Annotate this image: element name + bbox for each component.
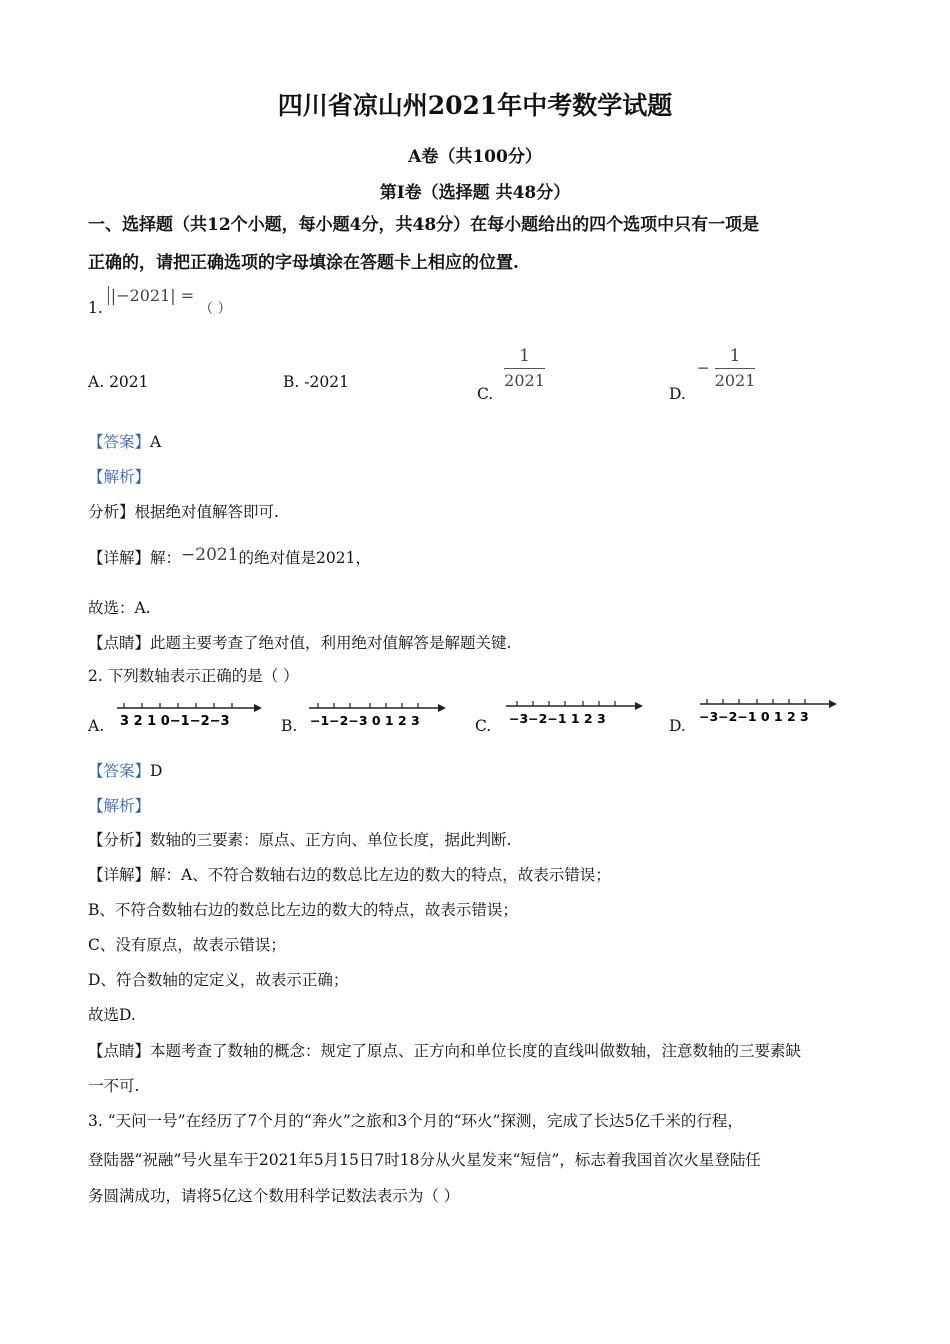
q1-number: 1. [88,299,103,317]
section-heading-line1: 一、选择题（共12个小题，每小题4分，共48分）在每小题给出的四个选项中只有一项是 [88,215,760,235]
q1-option-b: B. -2021 [283,373,349,391]
volume-a-heading: A卷（共100分） [408,147,542,167]
q1-analysis-tag: 【解析】 [88,468,151,486]
number-line-a [112,700,262,730]
number-line-a-labels: 3 2 1 0−1−2−3 [120,714,230,729]
q2-detail-line2: B、不符合数轴右边的数总比左边的数大的特点，故表示错误； [88,901,518,919]
number-line-c-labels: −3−2−1 1 2 3 [509,711,606,726]
section-heading-line2: 正确的，请把正确选项的字母填涂在答题卡上相应的位置. [88,253,519,273]
fraction-c: $\frac{1}{2021}$ [504,346,545,390]
q2-detail-line3: C、没有原点，故表示错误； [88,936,286,954]
q2-stem: 2. 下列数轴表示正确的是（ ） [88,667,299,685]
q2-detail-line4: D、符合数轴的定定义，故表示正确； [88,971,349,989]
number-line-b [306,700,446,730]
number-line-c [503,698,643,728]
fraction-d: $\frac{1}{2021}$ [714,346,756,390]
q1-analysis: 分析】根据绝对值解答即可. [88,503,279,521]
q2-option-c-letter: C. [475,717,492,735]
number-line-b-labels: −1−2−3 0 1 2 3 [310,713,420,728]
q1-detail: 【详解】解：−2021的绝对值是2021， [88,545,371,567]
number-line-d [697,696,837,726]
q2-option-a-letter: A. [88,717,105,735]
q1-expression: |−2021| = [108,286,194,305]
q2-answer: 【答案】D [88,762,163,780]
q1-option-d: D. − $\frac{1}{2021}$ [669,346,756,403]
q1-choice: 故选：A. [88,599,151,617]
q2-comment-line2: 一不可. [88,1077,140,1095]
q2-option-b-letter: B. [281,717,298,735]
q1-option-c: C. $\frac{1}{2021}$ [477,346,545,403]
q2-option-d-letter: D. [669,717,686,735]
q1-option-a: A. 2021 [88,373,149,391]
q1-answer: 【答案】A [88,433,162,451]
q2-choice: 故选D. [88,1006,136,1024]
q3-line2: 登陆器“祝融”号火星车于2021年5月15日7时18分从火星发来“短信”，标志着我国首次火星登陆任 [88,1151,761,1169]
page-title: 四川省凉山州2021年中考数学试题 [277,91,673,120]
q2-analysis: 【分析】数轴的三要素：原点、正方向、单位长度，据此判断. [88,831,512,849]
q1-comment: 【点睛】此题主要考查了绝对值，利用绝对值解答是解题关键. [88,634,512,652]
q1-stem [88,286,232,319]
q2-detail-line1: 【详解】解：A、不符合数轴右边的数总比左边的数大的特点，故表示错误； [88,866,611,884]
q3-line1: 3. “天问一号”在经历了7个月的“奔火”之旅和3个月的“环火”探测，完成了长达5亿千米的行程， [88,1112,743,1130]
number-line-d-labels: −3−2−1 0 1 2 3 [699,709,809,724]
part-one-heading: 第I卷（选择题 共48分） [379,183,571,203]
q1-paren: （ ） [199,301,232,317]
q2-comment-line1: 【点睛】本题考查了数轴的概念：规定了原点、正方向和单位长度的直线叫做数轴，注意数轴的三要素缺 [88,1042,802,1060]
q3-line3: 务圆满成功，请将5亿这个数用科学记数法表示为（ ） [88,1187,460,1205]
q2-analysis-tag: 【解析】 [88,797,151,815]
